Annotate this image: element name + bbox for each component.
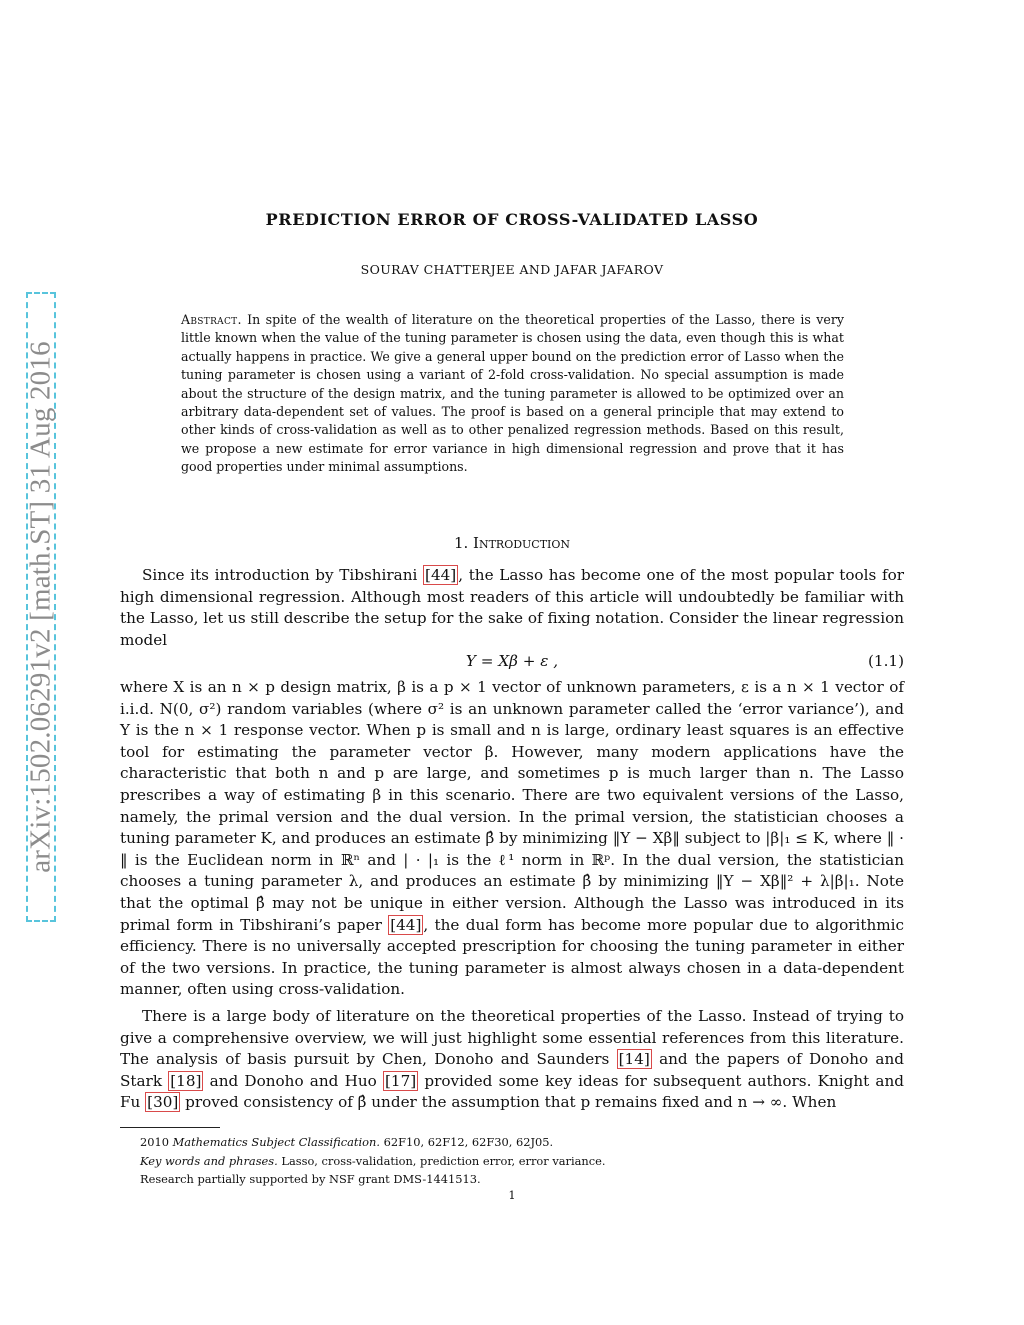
equation-number: (1.1): [867, 652, 904, 670]
text-run: proved consistency of β̂ under the assumption that p remains fixed and n → ∞. When: [180, 1093, 837, 1112]
citation-link[interactable]: [44]: [425, 566, 457, 584]
text-run: Since its introduction by Tibshirani: [142, 566, 424, 584]
equation-1-1: [120, 652, 904, 674]
keywords-label: Key words and phrases.: [140, 1153, 278, 1168]
citation-link[interactable]: [17]: [384, 1071, 417, 1090]
paper-authors: SOURAV CHATTERJEE AND JAFAR JAFAROV: [360, 262, 664, 277]
text-run: where X is an n × p design matrix, β is a p × 1 vector of unknown parameters, ε is a n × 1 vector of i.i.d. N(0, σ²) random variables (where σ² is an unknown parameter called the ‘error variance’), and Y is the n × 1 response vector. When p is small and n is large, ordinary least squares is an effective tool for estimating the parameter vector β. However, many modern applications have the characteristic that both n and p are large, and sometimes p is much larger than n. The Lasso prescribes a way of estimating β in this scenario. There are two equivalent versions of the Lasso, namely, the primal version and the dual version. In the primal version, the statistician chooses a tuning parameter K, and produces an estimate β̂ by minimizing ‖Y − Xβ‖ subject to |β|₁ ≤ K, where ‖ · ‖ is the Euclidean norm in ℝⁿ and | · |₁ is the ℓ¹ norm in ℝᵖ. In the dual version, the statistician chooses a tuning parameter λ, and produces an estimate β̂ by minimizing ‖Y − Xβ‖² + λ|β|₁. Note that the optimal β̂ may not be unique in either version. Although the Lasso was introduced in its primal form in Tibshirani’s paper: [120, 678, 904, 934]
citation-link[interactable]: [14]: [618, 1050, 650, 1069]
text-run: , the Lasso has become one of the most popular tools for high dimensional regression. Although most readers of this article will undoubtedly be familiar with the Lasso, let us still describe the setup for the sake of fixing notation. Consider the linear regression model: [120, 566, 905, 649]
section-heading: [120, 534, 904, 552]
text-run: provided some key ideas for subsequent authors. Knight and Fu: [120, 1071, 904, 1112]
footnote-divider: [120, 1127, 220, 1128]
footnote-keywords: [140, 1152, 900, 1171]
section-title: Introduction: [473, 534, 571, 552]
citation-link[interactable]: [18]: [170, 1071, 202, 1090]
citation-link[interactable]: [30]: [147, 1093, 179, 1112]
keywords-text: Lasso, cross-validation, prediction error, error variance.: [281, 1153, 606, 1168]
text-run: and Donoho and Huo: [203, 1071, 383, 1090]
msc-year: 2010: [140, 1135, 169, 1149]
footnote-msc: [140, 1133, 900, 1152]
arxiv-stamp[interactable]: arXiv:1502.06291v2 [math.ST] 31 Aug 2016: [24, 341, 57, 873]
abstract-text: In spite of the wealth of literature on the theoretical properties of the Lasso, there is very little known when the value of the tuning parameter is chosen using the data, even though this is what actually happens in practice. We give a general upper bound on the prediction error of Lasso when the tuning parameter is chosen using a variant of 2-fold cross-validation. No special assumption is made about the structure of the design matrix, and the tuning parameter is allowed to be optimized over an arbitrary data-dependent set of values. The proof is based on a general principle that may extend to other kinds of cross-validation as well as to other penalized regression methods. Based on this result, we propose a new estimate for error variance in high dimensional regression and prove that it has good properties under minimal assumptions.: [181, 312, 844, 475]
footnotes: [140, 1133, 900, 1189]
paragraph-literature: [120, 1006, 904, 1114]
abstract: [181, 311, 844, 477]
citation-link[interactable]: [44]: [390, 915, 422, 934]
equation-body: Y = Xβ + ε ,: [465, 652, 559, 670]
section-number: 1.: [453, 534, 469, 552]
paragraph-model-description: [120, 677, 904, 1001]
page-number: 1: [508, 1188, 516, 1202]
text-run: There is a large body of literature on the theoretical properties of the Lasso. Instead of trying to give a comprehensive overview, we will just highlight some essential references from this literature. The analysis of basis pursuit by Chen, Donoho and Saunders: [120, 1007, 904, 1069]
paragraph-intro: [120, 565, 904, 651]
paper-title: PREDICTION ERROR OF CROSS-VALIDATED LASSO: [265, 210, 759, 229]
msc-label: Mathematics Subject Classification.: [172, 1135, 380, 1149]
msc-codes: 62F10, 62F12, 62F30, 62J05.: [383, 1135, 554, 1149]
text-run: and the papers of Donoho and Stark: [120, 1050, 904, 1090]
footnote-support: Research partially supported by NSF grant DMS-1441513.: [140, 1172, 481, 1186]
abstract-label: Abstract.: [181, 312, 242, 327]
text-run: , the dual form has become more popular due to algorithmic efficiency. There is no universally accepted prescription for choosing the tuning parameter in either of the two versions. In practice, the tuning parameter is almost always chosen in a data-dependent manner, often using cross-validation.: [120, 915, 904, 999]
